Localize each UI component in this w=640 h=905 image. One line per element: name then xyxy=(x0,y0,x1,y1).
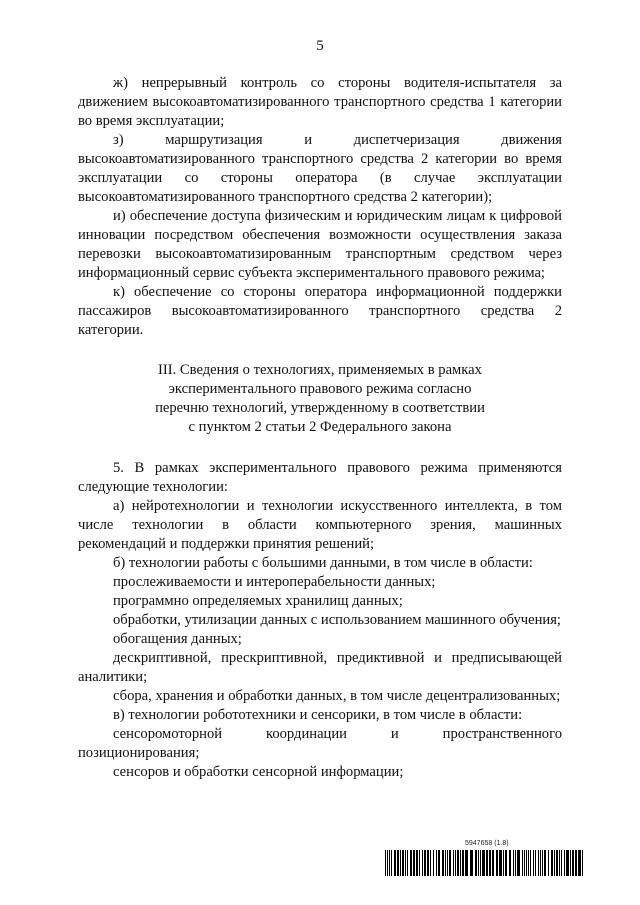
list-item-i: и) обеспечение доступа физическим и юридическим лицам к цифровой инновации посредством обеспечения возможности осуществления заказа перевозки высокоавтоматизированным транспортным средством через информационный сервис субъекта экспериментального правового режима; xyxy=(78,208,562,281)
section-heading-line: с пунктом 2 статьи 2 Федерального закона xyxy=(188,419,452,435)
section-heading-line: перечню технологий, утвержденному в соответствии xyxy=(155,400,485,416)
tech-subitem: сбора, хранения и обработки данных, в том числе децентрализованных; xyxy=(113,688,561,704)
list-item-k: к) обеспечение со стороны оператора информационной поддержки пассажиров высокоавтоматизированного транспортного средства 2 категории. xyxy=(78,284,562,338)
tech-item-b: б) технологии работы с большими данными, в том числе в области: xyxy=(113,555,533,571)
document-barcode xyxy=(385,840,585,880)
section-heading-line: III. Сведения о технологиях, применяемых в рамках xyxy=(158,362,482,378)
tech-item-a: а) нейротехнологии и технологии искусственного интеллекта, в том числе технологии в области компьютерного зрения, машинных рекомендаций и поддержки принятия решений; xyxy=(78,498,562,552)
tech-subitem: дескриптивной, прескриптивной, предиктивной и предписывающей аналитики; xyxy=(78,650,562,685)
list-item-zh: ж) непрерывный контроль со стороны водителя-испытателя за движением высокоавтоматизированного транспортного средства 1 категории во время эксплуатации; xyxy=(78,75,562,129)
section-heading-line: экспериментального правового режима согласно xyxy=(168,381,472,397)
barcode-icon xyxy=(385,850,585,876)
section-heading xyxy=(78,361,562,437)
list-item-z: з) маршрутизация и диспетчеризация движения высокоавтоматизированного транспортного средства 2 категории во время эксплуатации со стороны оператора (в случае эксплуатации высокоавтоматизированного транспортного средства 2 категории); xyxy=(78,132,562,205)
tech-subitem: прослеживаемости и интероперабельности данных; xyxy=(113,574,436,590)
tech-item-v: в) технологии робототехники и сенсорики, в том числе в области: xyxy=(113,707,523,723)
barcode-caption: 5947658 (1.8) xyxy=(465,840,509,847)
tech-subitem: обработки, утилизации данных с использованием машинного обучения; xyxy=(113,612,561,628)
tech-subitem: сенсоров и обработки сенсорной информации; xyxy=(113,764,404,780)
tech-subitem: сенсоромоторной координации и пространственного позиционирования; xyxy=(78,726,562,761)
tech-subitem: обогащения данных; xyxy=(113,631,242,647)
tech-subitem: программно определяемых хранилищ данных; xyxy=(113,593,403,609)
page-number: 5 xyxy=(316,38,324,54)
clause-5-intro: 5. В рамках экспериментального правового режима применяются следующие технологии: xyxy=(78,460,562,495)
document-body xyxy=(78,74,562,782)
